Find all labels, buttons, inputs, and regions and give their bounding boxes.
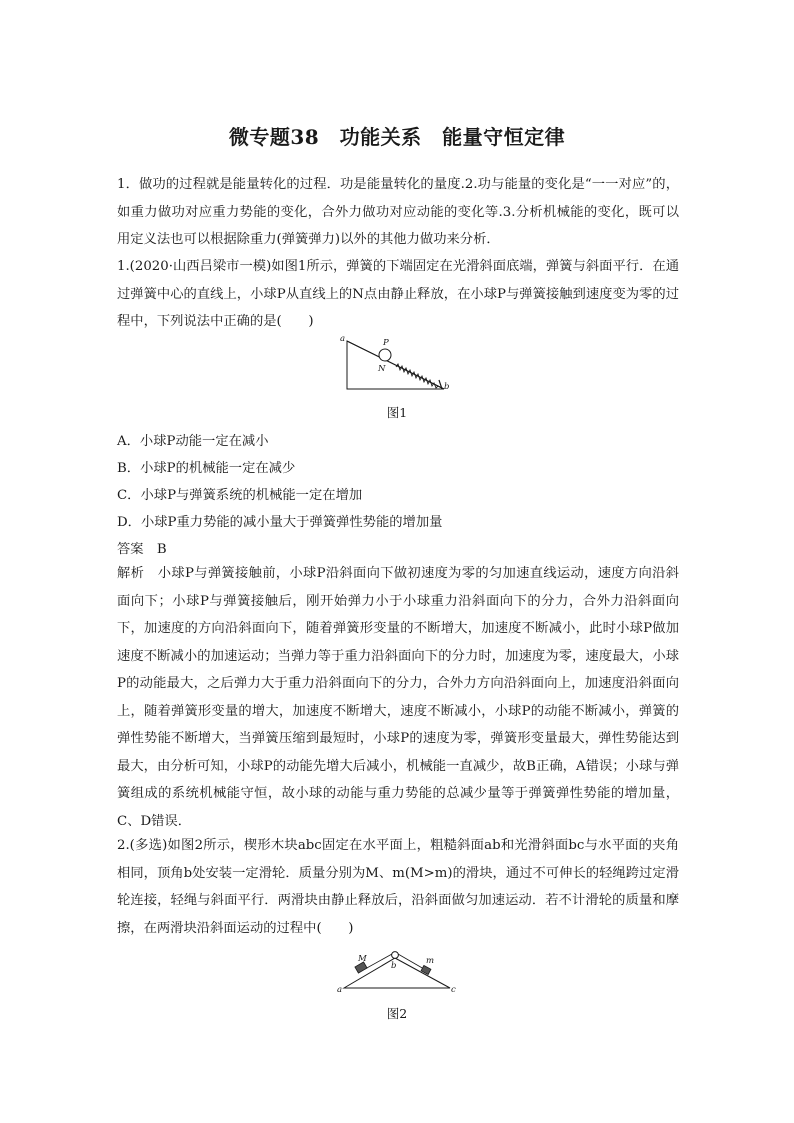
label-p: P (383, 338, 389, 348)
spring (396, 364, 438, 388)
page-title: 微专题38 功能关系 能量守恒定律 (228, 125, 566, 149)
figure-2-caption: 图2 (386, 1006, 408, 1021)
label-m: m (426, 956, 435, 966)
pulley (392, 952, 399, 959)
label-a2: a (337, 985, 343, 995)
question-1-stem: 1.(2020·山西吕梁市一模)如图1所示，弹簧的下端固定在光滑斜面底端，弹簧与斜面平行．在通过弹簧中心的直线上，小球P从直线上的N点由静止释放，在小球P与弹簧接触到速度变为零的过程中，下列说法中正确的是( ) (117, 259, 679, 329)
figure-2-wedge-pulley (334, 945, 464, 995)
option-c: C．小球P与弹簧系统的机械能一定在增加 (117, 488, 363, 503)
intro-paragraph: 1．做功的过程就是能量转化的过程．功是能量转化的量度.2.功与能量的变化是“一一对应”的，如重力做功对应重力势能的变化，合外力做功对应动能的变化等.3.分析机械能的变化，既可以用定义法也可以根据除重力(弹簧弹力)以外的其他力做功来分析． (117, 177, 679, 247)
label-b: b (444, 382, 450, 392)
label-c2: c (451, 985, 456, 995)
label-n: N (378, 364, 386, 374)
label-a: a (340, 334, 346, 344)
option-d: D．小球P重力势能的减小量大于弹簧弹性势能的增加量 (117, 515, 443, 530)
label-M: M (358, 954, 367, 964)
figure-1-caption: 图1 (386, 405, 408, 420)
label-b2: b (391, 961, 397, 971)
answer: 答案 B (117, 542, 167, 557)
figure-1-incline-spring (338, 333, 458, 393)
rope-left (365, 954, 392, 969)
analysis-paragraph: 解析 小球P与弹簧接触前，小球P沿斜面向下做初速度为零的匀加速直线运动，速度方向沿斜面向下；小球P与弹簧接触后，刚开始弹力小于小球重力沿斜面向下的分力，合外力沿斜面向下，加速度的方向沿斜面向下，随着弹簧形变量的不断增大，加速度不断减小，此时小球P做加速度不断减小的加速运动；当弹力等于重力沿斜面向下的分力时，加速度为零，速度最大，小球P的动能最大，之后弹力大于重力沿斜面向下的分力，合外力方向沿斜面向上，加速度沿斜面向上，随着弹簧形变量的增大，加速度不断增大，速度不断减小，小球P的动能不断减小，弹簧的弹性势能不断增大，当弹簧压缩到最短时，小球P的速度为零，弹簧形变量最大，弹性势能达到最大，由分析可知，小球P的动能先增大后减小，机械能一直减少，故B正确，A错误；小球与弹簧组成的系统机械能守恒，故小球的动能与重力势能的总减少量等于弹簧弹性势能的增加量，C、D错误． (117, 566, 679, 829)
option-b: B．小球P的机械能一定在减少 (117, 461, 296, 476)
option-a: A．小球P动能一定在减小 (117, 434, 269, 449)
ball-p (379, 349, 391, 361)
question-2-stem: 2.(多选)如图2所示，楔形木块abc固定在水平面上，粗糙斜面ab和光滑斜面bc与水平面的夹角相同，顶角b处安装一定滑轮．质量分别为M、m(M>m)的滑块，通过不可伸长的轻绳跨过定滑轮连接，轻绳与斜面平行．两滑块由静止释放后，沿斜面做匀加速运动．若不计滑轮的质量和摩擦，在两滑块沿斜面运动的过程中( ) (117, 838, 679, 936)
